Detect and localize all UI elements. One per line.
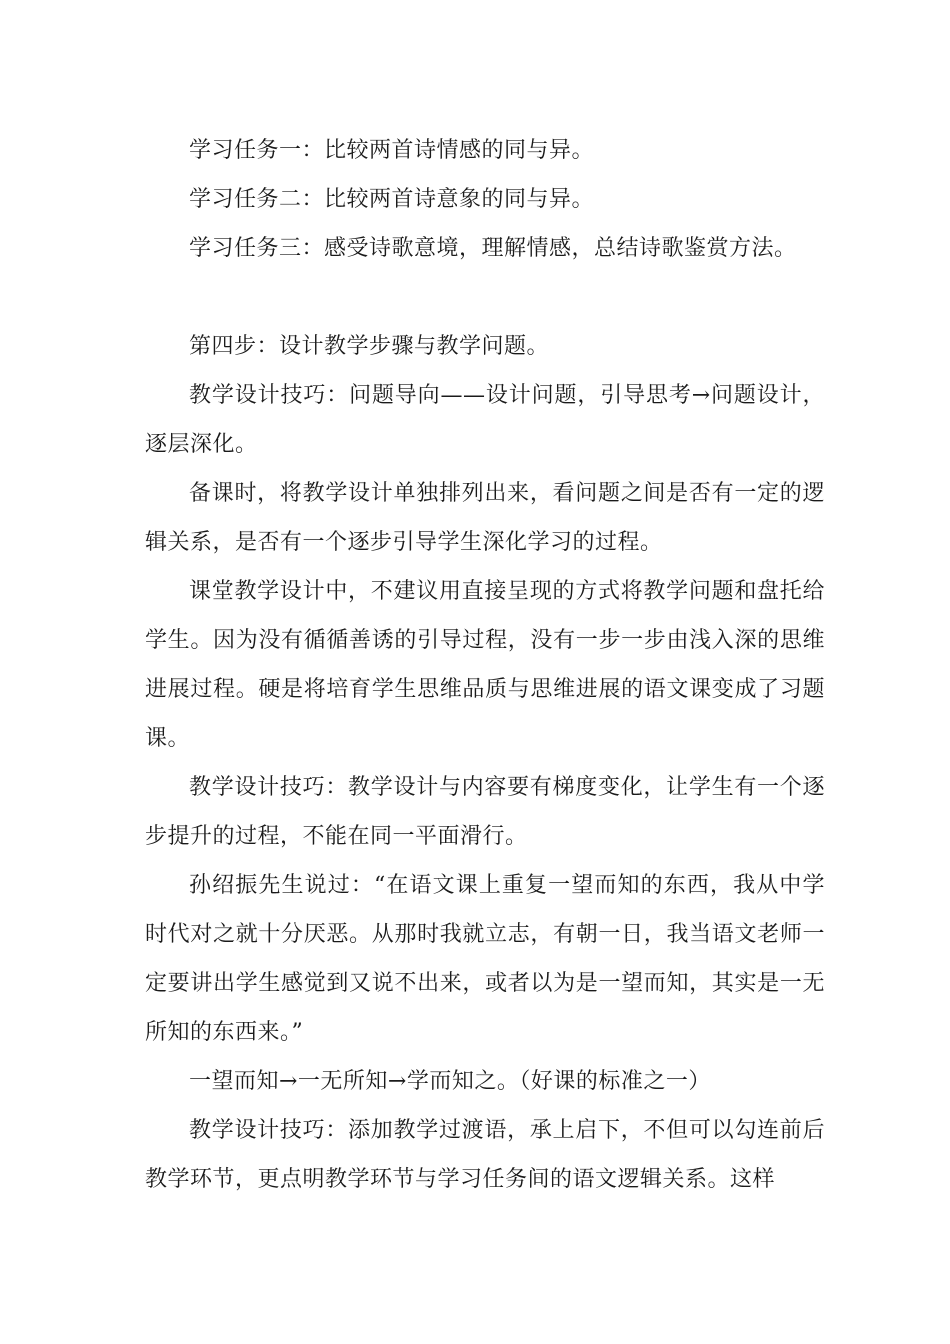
blank-line [145,273,825,322]
paragraph-step-4: 第四步：设计教学步骤与教学问题。 [189,334,550,359]
paragraph-technique-question-guidance: 教学设计技巧：问题导向——设计问题，引导思考→问题设计，逐层深化。 [145,383,825,457]
paragraph-classroom-design: 课堂教学设计中，不建议用直接呈现的方式将教学问题和盘托给学生。因为没有循循善诱的引导过程，没有一步一步由浅入深的思维进展过程。硬是将培育学生思维品质与思维进展的语文课变成了习题课。 [145,579,825,751]
paragraph-technique-transition: 教学设计技巧：添加教学过渡语，承上启下，不但可以勾连前后教学环节，更点明教学环节与学习任务间的语文逻辑关系。这样 [145,1118,825,1192]
paragraph-task-1: 学习任务一：比较两首诗情感的同与异。 [189,138,595,163]
paragraph-technique-gradient: 教学设计技巧：教学设计与内容要有梯度变化，让学生有一个逐步提升的过程，不能在同一平面滑行。 [145,775,825,849]
document-body [145,126,825,1204]
paragraph-lesson-prep: 备课时，将教学设计单独排列出来，看问题之间是否有一定的逻辑关系，是否有一个逐步引导学生深化学习的过程。 [145,481,825,555]
paragraph-task-3: 学习任务三：感受诗歌意境，理解情感，总结诗歌鉴赏方法。 [189,236,797,261]
paragraph-quote-sun-shaozhen: 孙绍振先生说过：“在语文课上重复一望而知的东西，我从中学时代对之就十分厌恶。从那时我就立志，有朝一日，我当语文老师一定要讲出学生感觉到又说不出来，或者以为是一望而知，其实是一无所知的东西来。” [145,873,825,1045]
paragraph-good-lesson-standard: 一望而知→一无所知→学而知之。（好课的标准之一） [189,1069,711,1094]
paragraph-task-2: 学习任务二：比较两首诗意象的同与异。 [189,187,595,212]
